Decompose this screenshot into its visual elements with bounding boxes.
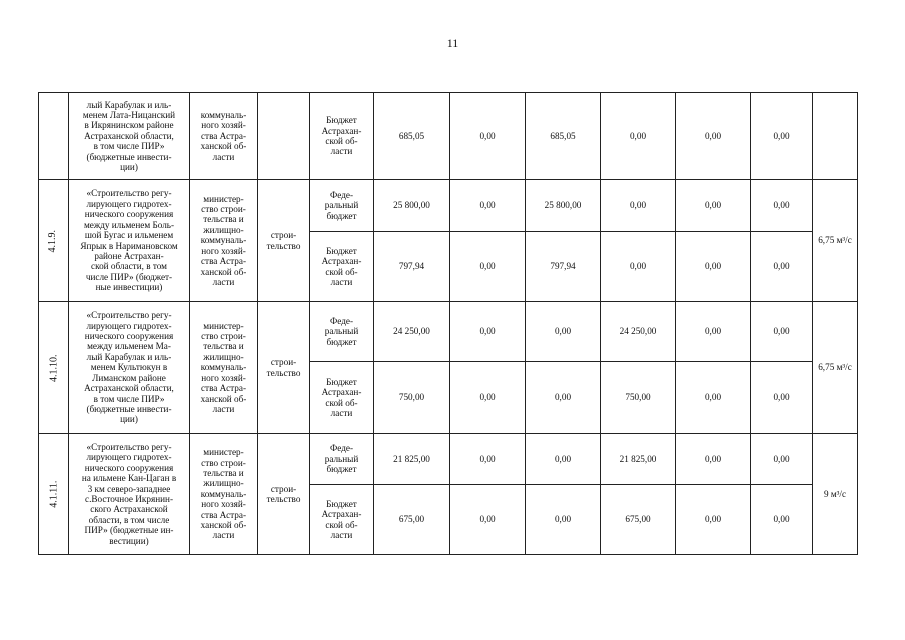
work-type: строи- тельство <box>258 434 310 555</box>
amount-cell: 0,00 <box>450 180 526 232</box>
funding-source: Феде- ральный бюджет <box>310 302 374 362</box>
responsible-organization: министер- ство строи- тельства и жилищно- коммуналь- ного хозяй- ства Астра- ханской об- ласти <box>190 434 258 555</box>
project-name: «Строительство регу- лирующего гидротех- нического сооружения между ильменем Ма- лый Карабулак и иль- менем Культюкун в Лиманском районе Астраханской области, в том числе ПИР» (бюджетные инвести- ции) <box>69 302 190 434</box>
amount-cell: 0,00 <box>676 180 751 232</box>
amount-cell: 0,00 <box>526 302 601 362</box>
amount-cell: 0,00 <box>751 485 813 555</box>
amount-cell: 0,00 <box>676 434 751 485</box>
amount-cell: 0,00 <box>751 93 813 180</box>
amount-cell: 675,00 <box>374 485 450 555</box>
amount-cell: 25 800,00 <box>526 180 601 232</box>
funding-source: Феде- ральный бюджет <box>310 434 374 485</box>
amount-cell: 0,00 <box>676 232 751 302</box>
table-body <box>39 93 858 555</box>
amount-cell: 24 250,00 <box>374 302 450 362</box>
amount-cell: 0,00 <box>601 232 676 302</box>
amount-cell: 685,05 <box>374 93 450 180</box>
budget-table <box>38 92 858 555</box>
amount-cell: 0,00 <box>676 485 751 555</box>
amount-cell: 797,94 <box>526 232 601 302</box>
responsible-organization: министер- ство строи- тельства и жилищно- коммуналь- ного хозяй- ства Астра- ханской об- ласти <box>190 302 258 434</box>
amount-cell: 797,94 <box>374 232 450 302</box>
amount-cell: 0,00 <box>450 232 526 302</box>
amount-cell: 25 800,00 <box>374 180 450 232</box>
amount-cell: 0,00 <box>450 485 526 555</box>
table-row <box>39 93 858 180</box>
amount-cell: 0,00 <box>450 302 526 362</box>
amount-cell: 0,00 <box>450 93 526 180</box>
project-name: лый Карабулак и иль- менем Лата-Ницанский в Икрянинском районе Астраханской области, в том числе ПИР» (бюджетные инвести- ции) <box>69 93 190 180</box>
item-code <box>39 434 69 555</box>
work-type: строи- тельство <box>258 180 310 302</box>
amount-cell: 0,00 <box>676 93 751 180</box>
work-type: строи- тельство <box>258 302 310 434</box>
amount-cell: 24 250,00 <box>601 302 676 362</box>
amount-cell: 0,00 <box>526 485 601 555</box>
amount-cell: 0,00 <box>751 302 813 362</box>
amount-cell: 0,00 <box>450 362 526 434</box>
capacity-cell: 9 м³/с <box>813 434 858 555</box>
amount-cell: 685,05 <box>526 93 601 180</box>
amount-cell: 0,00 <box>601 93 676 180</box>
item-code <box>39 180 69 302</box>
responsible-organization: коммуналь- ного хозяй- ства Астра- ханской об- ласти <box>190 93 258 180</box>
funding-source: Феде- ральный бюджет <box>310 180 374 232</box>
responsible-organization: министер- ство строи- тельства и жилищно- коммуналь- ного хозяй- ства Астра- ханской об- ласти <box>190 180 258 302</box>
amount-cell: 21 825,00 <box>374 434 450 485</box>
funding-source: Бюджет Астрахан- ской об- ласти <box>310 93 374 180</box>
project-name: «Строительство регу- лирующего гидротех- нического сооружения между ильменем Боль- шой Бугас и ильменем Япрык в Наримановском районе Астрахан- ской области, в том числе ПИР» (бюджет- ные инвестиции) <box>69 180 190 302</box>
amount-cell: 0,00 <box>751 434 813 485</box>
project-name: «Строительство регу- лирующего гидротех- нического сооружения на ильмене Кан-Цаган в 3 км северо-западнее с.Восточное Икрянин- ского Астраханской области, в том числе ПИР» (бюджетные ин- вестиции) <box>69 434 190 555</box>
capacity-cell: 6,75 м³/с <box>813 302 858 434</box>
amount-cell: 675,00 <box>601 485 676 555</box>
item-code-text: 4.1.9. <box>47 229 59 253</box>
amount-cell: 750,00 <box>601 362 676 434</box>
item-code-text: 4.1.11. <box>48 480 60 509</box>
funding-source: Бюджет Астрахан- ской об- ласти <box>310 485 374 555</box>
amount-cell: 0,00 <box>751 180 813 232</box>
amount-cell: 0,00 <box>450 434 526 485</box>
work-type <box>258 93 310 180</box>
amount-cell: 0,00 <box>676 302 751 362</box>
table-row <box>39 434 858 485</box>
amount-cell: 0,00 <box>526 434 601 485</box>
amount-cell: 21 825,00 <box>601 434 676 485</box>
amount-cell: 0,00 <box>751 362 813 434</box>
funding-source: Бюджет Астрахан- ской об- ласти <box>310 232 374 302</box>
amount-cell: 750,00 <box>374 362 450 434</box>
table-row <box>39 302 858 362</box>
funding-source: Бюджет Астрахан- ской об- ласти <box>310 362 374 434</box>
amount-cell: 0,00 <box>526 362 601 434</box>
capacity-cell: 6,75 м³/с <box>813 180 858 302</box>
table-row <box>39 180 858 232</box>
item-code <box>39 93 69 180</box>
page-number: 11 <box>446 36 459 50</box>
amount-cell: 0,00 <box>601 180 676 232</box>
amount-cell: 0,00 <box>676 362 751 434</box>
capacity-cell <box>813 93 858 180</box>
item-code-text: 4.1.10. <box>48 354 60 382</box>
item-code <box>39 302 69 434</box>
amount-cell: 0,00 <box>751 232 813 302</box>
